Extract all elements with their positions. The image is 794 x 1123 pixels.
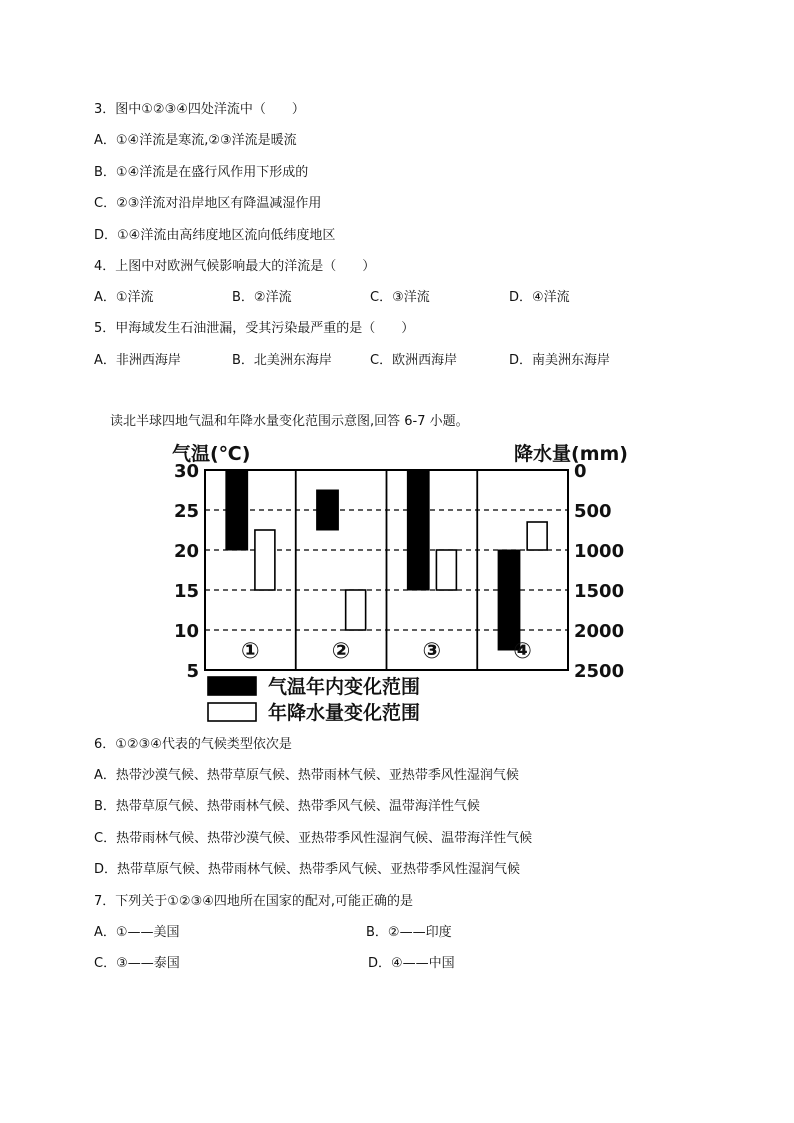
- q6-stem: 6．①②③④代表的气候类型依次是: [94, 737, 292, 752]
- q7-option-b: B．②——印度: [366, 925, 452, 940]
- left-tick-label: 30: [173, 461, 199, 482]
- precipitation-range-bar: [436, 550, 456, 590]
- q5-option-d: D．南美洲东海岸: [509, 353, 611, 368]
- legend-label: 气温年内变化范围: [268, 676, 421, 698]
- temperature-range-bar: [498, 550, 520, 650]
- legend-swatch: [208, 703, 256, 721]
- q5-option-b: B．北美洲东海岸: [232, 353, 332, 368]
- q7-option-a: A．①——美国: [94, 925, 180, 940]
- q6-option-d: D．热带草原气候、热带雨林气候、热带季风气候、亚热带季风性湿润气候: [94, 862, 521, 877]
- q7-option-d: D．④——中国: [368, 956, 455, 971]
- left-tick-label: 5: [186, 661, 199, 682]
- q4-option-a: A．①洋流: [94, 290, 154, 305]
- panel-label: ④: [513, 639, 532, 664]
- q4-stem: 4．上图中对欧洲气候影响最大的洋流是（ ）: [94, 259, 376, 274]
- left-tick-label: 15: [173, 581, 199, 602]
- precipitation-range-bar: [527, 522, 547, 550]
- q7-stem: 7．下列关于①②③④四地所在国家的配对,可能正确的是: [94, 894, 414, 909]
- q7-option-c: C．③——泰国: [94, 956, 180, 971]
- panel-label: ②: [331, 639, 351, 664]
- right-tick-label: 500: [574, 501, 612, 522]
- right-tick-label: 2000: [574, 621, 625, 642]
- legend-label: 年降水量变化范围: [268, 702, 421, 724]
- right-tick-label: 2500: [574, 661, 625, 682]
- left-tick-label: 25: [173, 501, 199, 522]
- legend-swatch: [208, 677, 256, 695]
- q6-option-c: C．热带雨林气候、热带沙漠气候、亚热带季风性湿润气候、温带海洋性气候: [94, 831, 533, 846]
- right-tick-label: 0: [574, 461, 587, 482]
- intro-text: 读北半球四地气温和年降水量变化范围示意图,回答 6-7 小题。: [110, 414, 469, 429]
- q3-option-b: B．①④洋流是在盛行风作用下形成的: [94, 165, 309, 180]
- q3-option-d: D．①④洋流由高纬度地区流向低纬度地区: [94, 228, 336, 243]
- temperature-range-bar: [317, 490, 339, 530]
- q4-option-c: C．③洋流: [370, 290, 430, 305]
- precipitation-range-bar: [255, 530, 275, 590]
- precipitation-range-bar: [346, 590, 366, 630]
- q6-option-b: B．热带草原气候、热带雨林气候、热带季风气候、温带海洋性气候: [94, 799, 480, 814]
- q4-option-d: D．④洋流: [509, 290, 570, 305]
- q3-stem: 3．图中①②③④四处洋流中（ ）: [94, 102, 305, 117]
- panel-label: ①: [241, 639, 260, 664]
- right-tick-label: 1500: [574, 581, 625, 602]
- q3-option-a: A．①④洋流是寒流,②③洋流是暖流: [94, 133, 297, 148]
- q5-stem: 5．甲海域发生石油泄漏，受其污染最严重的是（ ）: [94, 321, 415, 336]
- temperature-range-bar: [407, 470, 429, 590]
- panel-label: ③: [422, 639, 442, 664]
- left-tick-label: 10: [173, 621, 199, 642]
- q6-option-a: A．热带沙漠气候、热带草原气候、热带雨林气候、亚热带季风性湿润气候: [94, 768, 519, 783]
- q4-option-b: B．②洋流: [232, 290, 292, 305]
- right-axis-title: 降水量(mm): [514, 443, 628, 465]
- chart-legend: [208, 675, 420, 724]
- left-axis-title: 气温(℃): [172, 443, 251, 465]
- q5-option-a: A．非洲西海岸: [94, 353, 181, 368]
- right-tick-label: 1000: [574, 541, 625, 562]
- climate-chart-svg: [150, 440, 640, 730]
- q3-option-c: C．②③洋流对沿岸地区有降温减湿作用: [94, 196, 322, 211]
- temperature-range-bar: [226, 470, 248, 550]
- climate-chart: [150, 440, 640, 730]
- q5-option-c: C．欧洲西海岸: [370, 353, 458, 368]
- left-tick-label: 20: [173, 541, 199, 562]
